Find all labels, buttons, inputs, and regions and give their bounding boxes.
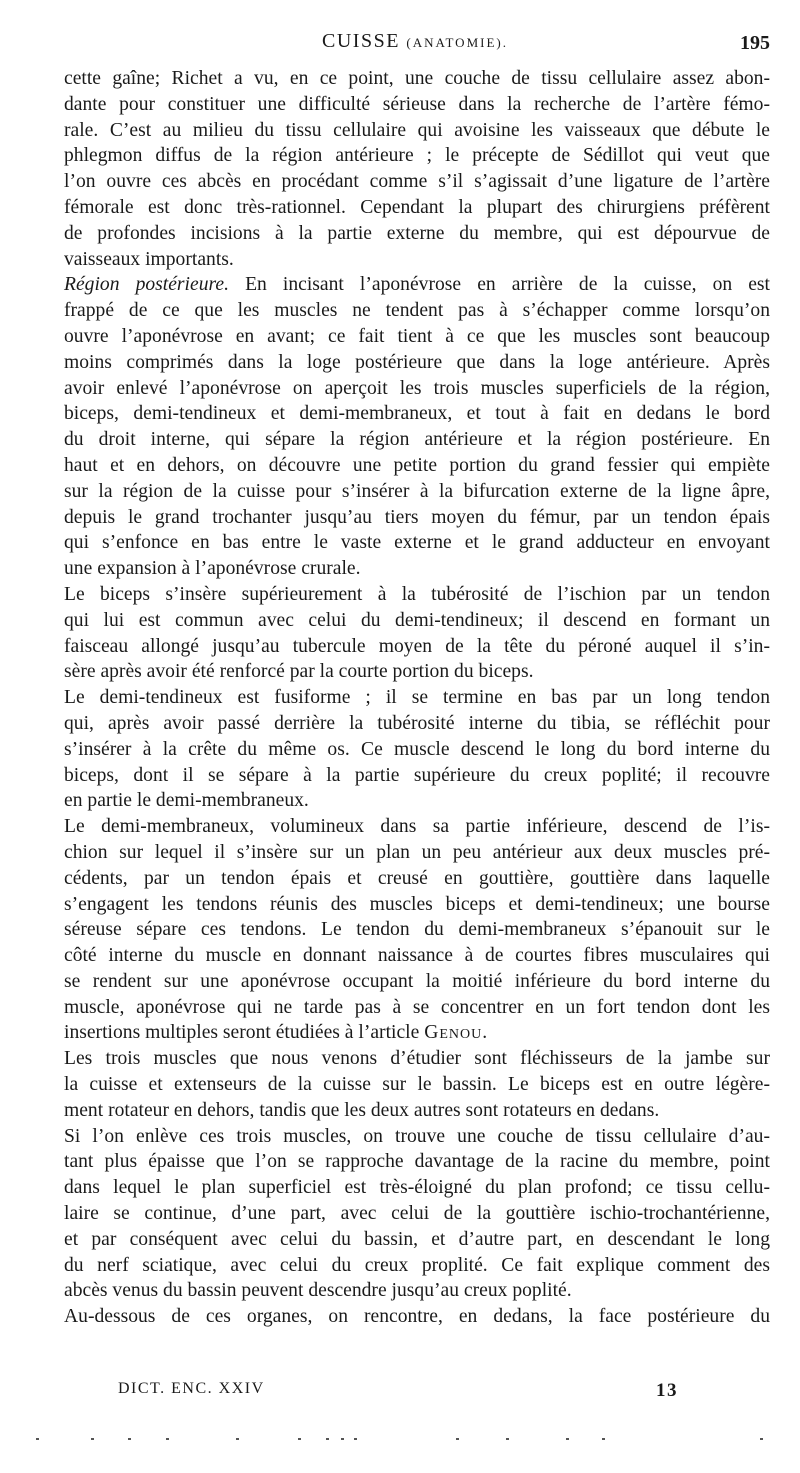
line-text: faisceau allongé jusqu’au tubercule moyen de la tête du péroné auquel il s’in- [64,635,770,657]
text-line [64,840,770,866]
line-text: avoir enlevé l’aponévrose on aperçoit les trois muscles superficiels de la région, [64,377,770,399]
running-title [60,30,770,53]
text-line [64,866,770,892]
line-text: une expansion à l’aponévrose crurale. [64,558,361,580]
text-line [64,556,770,582]
text-line [64,1149,770,1175]
text-line [64,892,770,918]
line-text: fémorale est donc très-rationnel. Cependant la plupart des chirurgiens préfèrent [64,196,770,218]
text-line [64,1227,770,1253]
running-head [60,30,770,60]
section-title: CUISSE [322,30,400,52]
text-line [64,427,770,453]
line-text: séreuse sépare ces tendons. Le tendon du demi-membraneux s’épanouit sur le [64,919,770,941]
line-text: biceps, demi-tendineux et demi-membraneux, et tout à fait en dedans le bord [64,403,770,425]
text-line [64,1175,770,1201]
text-line [64,659,770,685]
text-line [64,143,770,169]
text-line [64,298,770,324]
text-line [64,1020,770,1046]
text-line [64,685,770,711]
line-text: haut et en dehors, on découvre une petite portion du grand fessier qui empiète [64,454,770,476]
line-text: côté interne du muscle en donnant naissance à de courtes fibres musculaires qui [64,945,770,967]
text-line [64,943,770,969]
text-line [64,92,770,118]
print-specks [36,1436,776,1442]
text-line [64,737,770,763]
text-line [64,1046,770,1072]
text-line [64,272,770,298]
line-text: en partie le demi-membraneux. [64,790,309,812]
line-text: tant plus épaisse que l’on se rapproche davantage de la racine du membre, point [64,1151,770,1173]
text-line [64,247,770,273]
line-text: Le biceps s’insère supérieurement à la tubérosité de l’ischion par un tendon [64,583,770,605]
line-text: cette gaîne; Richet a vu, en ce point, une couche de tissu cellulaire assez abon- [64,68,770,89]
line-text: vaisseaux importants. [64,248,234,270]
line-text: Le demi-membraneux, volumineux dans sa partie inférieure, descend de l’is- [64,816,770,838]
text-line [64,401,770,427]
line-text: se rendent sur une aponévrose occupant la moitié inférieure du bord interne du [64,970,770,992]
text-line [64,917,770,943]
text-line [64,1278,770,1304]
line-text: En incisant l’aponévrose en arrière de la cuisse, on est [229,274,770,296]
page-footer [118,1380,678,1406]
line-text: dante pour constituer une difficulté sérieuse dans la recherche de l’artère fémo- [64,93,770,115]
text-line [64,1124,770,1150]
line-text: qui s’enfonce en bas entre le vaste externe et le grand adducteur en envoyant [64,532,770,554]
line-text: abcès venus du bassin peuvent descendre jusqu’au creux poplité. [64,1280,572,1302]
text-line [64,788,770,814]
text-line [64,763,770,789]
line-text: et par conséquent avec celui du bassin, et d’autre part, en descendant le long [64,1228,770,1250]
line-text: du nerf sciatique, avec celui du creux proplité. Ce fait explique comment des [64,1254,770,1276]
line-text: s’insérer à la crête du même os. Ce muscle descend le long du bord interne du [64,738,770,760]
line-text: depuis le grand trochanter jusqu’au tiers moyen du fémur, par un tendon épais [64,506,770,528]
line-text: l’on ouvre ces abcès en procédant comme s’il s’agissait d’une ligature de l’artère [64,171,770,193]
text-line [64,479,770,505]
cross-reference: Genou [424,1022,483,1044]
line-text: s’engagent les tendons réunis des muscles biceps et demi-tendineux; une bourse [64,893,770,915]
line-text: laire se continue, d’une part, avec celui de la gouttière ischio-trochantérienne, [64,1203,770,1225]
text-line [64,324,770,350]
text-line [64,1072,770,1098]
text-line [64,195,770,221]
line-text: sère après avoir été renforcé par la courte portion du biceps. [64,661,534,683]
text-line [64,1253,770,1279]
line-text: . [482,1022,488,1044]
text-line [64,221,770,247]
body-text [64,66,770,1330]
section-subtitle: (ANATOMIE). [406,35,508,50]
line-text: moins comprimés dans la loge postérieure que dans la loge antérieure. Après [64,351,770,373]
text-line [64,169,770,195]
line-text: muscle, aponévrose qui ne tarde pas à se concentrer en un fort tendon dont les [64,996,770,1018]
text-line [64,118,770,144]
text-line [64,376,770,402]
page-number: 195 [740,32,770,54]
text-line [64,711,770,737]
line-text: qui, après avoir passé derrière la tubérosité interne du tibia, se réfléchit pour [64,712,770,734]
line-text: frappé de ce que les muscles ne tendent pas à s’échapper comme lorsqu’on [64,300,770,322]
line-text: dans lequel le plan superficiel est très-éloigné du plan profond; ce tissu cellu- [64,1177,770,1199]
line-text: Si l’on enlève ces trois muscles, on trouve une couche de tissu cellulaire d’au- [64,1125,770,1147]
text-line [64,582,770,608]
line-text: biceps, dont il se sépare à la partie supérieure du creux poplité; il recouvre [64,764,770,786]
signature-number: 13 [656,1380,678,1401]
text-line [64,453,770,479]
text-line [64,608,770,634]
line-text: insertions multiples seront étudiées à l’article [64,1022,425,1044]
text-line [64,350,770,376]
text-line [64,505,770,531]
line-text: chion sur lequel il s’insère sur un plan un peu antérieur aux deux muscles pré- [64,841,770,863]
text-line [64,969,770,995]
text-line [64,1201,770,1227]
text-line [64,814,770,840]
line-text: ouvre l’aponévrose en avant; ce fait tient à ce que les muscles sont beaucoup [64,325,770,347]
section-heading: Région postérieure. [64,274,229,296]
line-text: de profondes incisions à la partie externe du membre, qui est dépourvue de [64,222,770,244]
line-text: Au-dessous de ces organes, on rencontre, en dedans, la face postérieure du [64,1306,770,1328]
line-text: cédents, par un tendon épais et creusé en gouttière, gouttière dans laquelle [64,867,770,889]
text-line [64,1304,770,1330]
line-text: phlegmon diffus de la région antérieure ; le précepte de Sédillot qui veut que [64,145,770,167]
text-line [64,995,770,1021]
text-line [64,530,770,556]
line-text: sur la région de la cuisse pour s’insérer à la bifurcation externe de la ligne âpre, [64,480,770,502]
line-text: ment rotateur en dehors, tandis que les deux autres sont rotateurs en dedans. [64,1099,660,1121]
line-text: Les trois muscles que nous venons d’étudier sont fléchisseurs de la jambe sur [64,1048,770,1070]
line-text: la cuisse et extenseurs de la cuisse sur le bassin. Le biceps est en outre légère- [64,1074,770,1096]
line-text: du droit interne, qui sépare la région antérieure et la région postérieure. En [64,429,770,451]
line-text: rale. C’est au milieu du tissu cellulaire qui avoisine les vaisseaux que débute le [64,119,770,141]
signature-mark: DICT. ENC. XXIV [118,1380,265,1397]
text-line [64,66,770,92]
text-line [64,634,770,660]
line-text: Le demi-tendineux est fusiforme ; il se termine en bas par un long tendon [64,687,770,709]
line-text: qui lui est commun avec celui du demi-tendineux; il descend en formant un [64,609,770,631]
text-line [64,1098,770,1124]
